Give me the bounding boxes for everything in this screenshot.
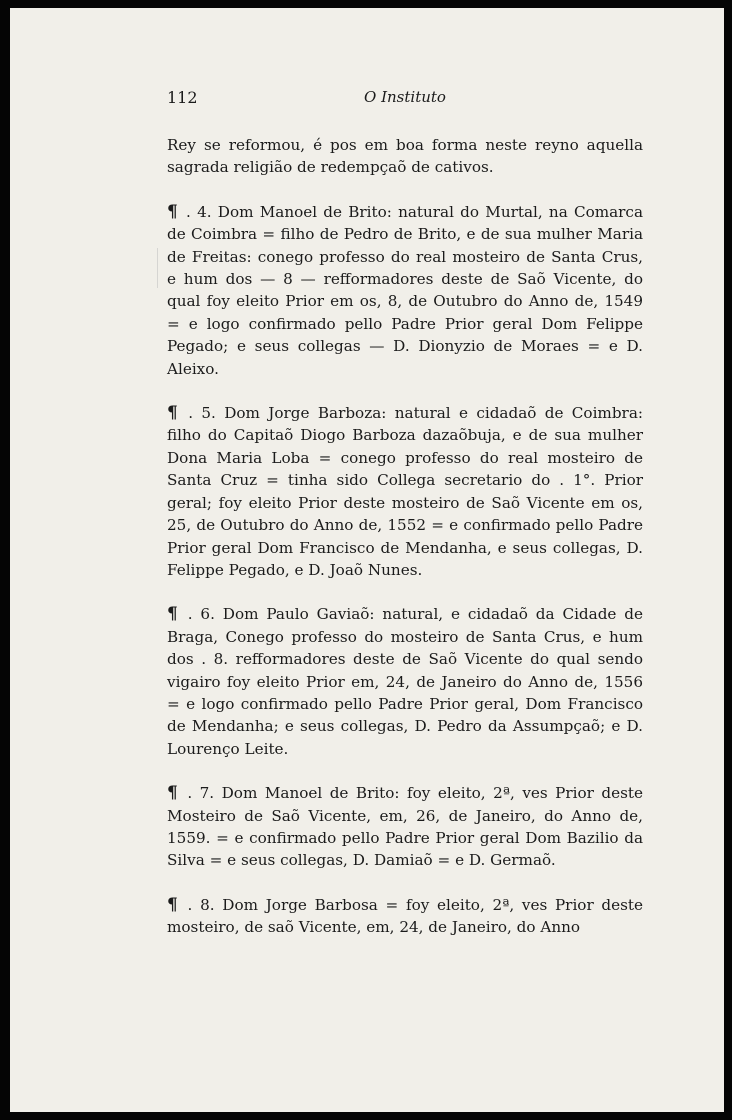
paragraph-mark-icon: ¶ [167,201,178,222]
paragraph-text: . 5. Dom Jorge Barboza: natural e cidadaõ de Coimbra: filho do Capitaõ Diogo Barboza dazaõbuja, e de sua mulher Dona Maria Loba = conego professo do real mosteiro de Santa Cruz = tinha sido Collega secretario do . 1°. Prior geral; foy eleito Prior deste mosteiro de Saõ Vicente em os, 25, de Outubro do Anno de, 1552 = e confirmado pello Padre Prior geral Dom Francisco de Mendanha, e seus collegas, D. Felippe Pegado, e D. Joaõ Nunes. [167,404,643,579]
paragraph-entry-7 [167,782,643,872]
paragraph-entry-8 [167,894,643,939]
paragraph-text: . 7. Dom Manoel de Brito: foy eleito, 2ª, ves Prior deste Mosteiro de Saõ Vicente, em, 26, de Janeiro, do Anno de, 1559. = e confirmado pello Padre Prior geral Dom Bazilio da Silva = e seus collegas, D. Damiaõ = e D. Germaõ. [167,784,644,870]
page-number: 112 [167,88,198,107]
paragraph-entry-4 [167,201,643,380]
paragraph-mark-icon: ¶ [167,894,178,915]
paragraph-mark-icon: ¶ [167,604,178,625]
paragraph-text: . 8. Dom Jorge Barbosa = foy eleito, 2ª, ves Prior deste mosteiro, de saõ Vicente, em, 24, de Janeiro, do Anno [167,895,644,937]
paragraph-mark-icon: ¶ [167,403,178,424]
paragraph-continuation [167,134,643,179]
paragraph-mark-icon: ¶ [167,783,178,804]
paragraph-entry-6 [167,603,643,760]
paragraph-text: Rey se reformou, é pos em boa forma neste reyno aquella sagrada religião de redempçaõ de cativos. [167,136,643,177]
body-text [167,134,643,939]
paragraph-entry-5 [167,402,643,581]
book-page [10,8,724,1112]
paragraph-text: . 6. Dom Paulo Gaviaõ: natural, e cidadaõ da Cidade de Braga, Conego professo do mosteiro de Santa Crus, e hum dos . 8. refformadores deste de Saõ Vicente do qual sendo vigairo foy eleito Prior em, 24, de Janeiro do Anno de, 1556 = e logo confirmado pello Padre Prior geral, Dom Francisco de Mendanha; e seus collegas, D. Pedro da Assumpçaõ; e D. Lourenço Leite. [167,605,643,758]
running-title: O Instituto [364,88,446,106]
page-header [167,88,643,110]
margin-mark [157,248,158,288]
paragraph-text: . 4. Dom Manoel de Brito: natural do Murtal, na Comarca de Coimbra = filho de Pedro de Brito, e de sua mulher Maria de Freitas: conego professo do real mosteiro de Santa Crus, e hum dos — 8 — refformadores deste de Saõ Vicente, do qual foy eleito Prior em os, 8, de Outubro do Anno de, 1549 = e logo confirmado pello Padre Prior geral Dom Felippe Pegado; e seus collegas — D. Dionyzio de Moraes = e D. Aleixo. [167,202,643,378]
